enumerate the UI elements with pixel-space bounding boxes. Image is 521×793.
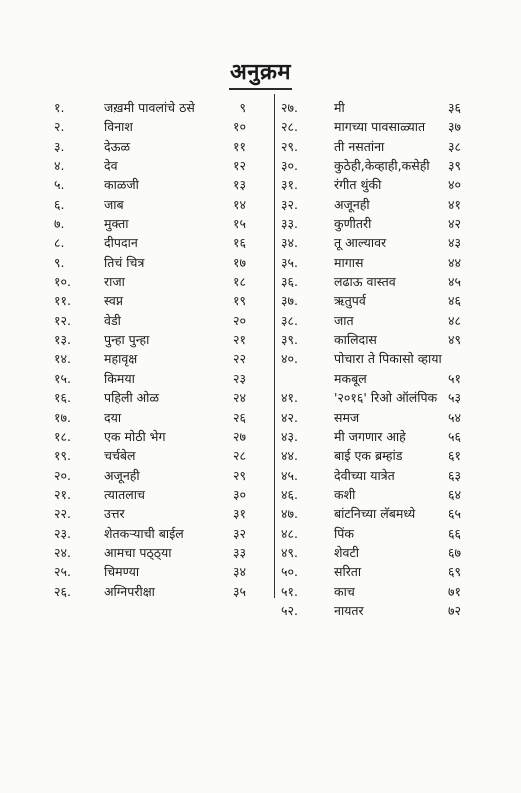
entry-title: तू आल्यावर <box>334 235 387 251</box>
toc-entry <box>279 175 489 194</box>
entry-title: पिंक <box>334 525 354 541</box>
toc-entry <box>54 272 274 291</box>
entry-number: ३९. <box>281 332 298 348</box>
entry-number: ६. <box>54 196 65 212</box>
entry-title: मी <box>334 100 345 115</box>
entry-title: तिचं चित्र <box>104 254 145 270</box>
entry-title: कुठेही,केव्हाही,कसेही <box>334 158 430 174</box>
toc-entry <box>279 427 489 446</box>
entry-title: शेतकऱ्याची बाईल <box>104 525 184 541</box>
entry-page: १९ <box>232 293 246 309</box>
entry-number: ३०. <box>281 158 298 174</box>
entry-number: २५. <box>54 564 71 580</box>
entry-number: ३७. <box>281 293 298 309</box>
entry-title: पुन्हा पुन्हा <box>104 332 150 348</box>
toc-entry <box>54 311 274 330</box>
entry-title: लढाऊ वास्तव <box>334 274 396 290</box>
page-title: अनुक्रम <box>229 60 292 85</box>
entry-title: चर्चबेल <box>104 448 136 464</box>
toc-entry <box>279 582 489 601</box>
entry-number: २२. <box>54 506 71 522</box>
entry-title: कुणीतरी <box>334 216 372 232</box>
toc-entry <box>279 137 489 156</box>
toc-entry <box>279 562 489 581</box>
toc-column-left <box>54 98 274 601</box>
toc-entry <box>54 175 274 194</box>
entry-page: ११ <box>232 138 246 154</box>
entry-number: १०. <box>54 274 71 290</box>
toc-entry <box>54 504 274 523</box>
entry-number: ४२. <box>281 409 298 425</box>
entry-page: १४ <box>232 196 246 212</box>
entry-page: ३६ <box>447 100 461 115</box>
entry-page: २७ <box>232 428 246 444</box>
toc-entry <box>279 272 489 291</box>
toc-entry <box>279 485 489 504</box>
entry-page: ६३ <box>447 467 461 483</box>
toc-entry <box>54 427 274 446</box>
entry-number: ५. <box>54 177 65 193</box>
entry-number: २४. <box>54 544 71 560</box>
entry-number: ३२. <box>281 196 298 212</box>
entry-number: २६. <box>54 583 71 599</box>
entry-page: ६९ <box>447 564 461 580</box>
entry-title: देव <box>104 158 118 174</box>
entry-title: आमचा पठ्ठ्या <box>104 544 172 560</box>
toc-entry <box>54 369 274 388</box>
entry-title: विनाश <box>104 119 133 135</box>
toc-entry <box>54 446 274 465</box>
entry-title: राजा <box>104 274 125 290</box>
entry-title: मी जगणार आहे <box>334 428 406 444</box>
toc-entry <box>54 195 274 214</box>
entry-page: ५१ <box>447 370 461 386</box>
entry-number: ४८. <box>281 525 298 541</box>
entry-page: ७१ <box>447 583 461 599</box>
toc-entry <box>279 349 489 388</box>
entry-number: ३१. <box>281 177 298 193</box>
entry-page: ३९ <box>447 158 461 174</box>
entry-number: २८. <box>281 119 298 135</box>
toc-entry <box>54 349 274 368</box>
entry-number: १५. <box>54 370 71 386</box>
entry-page: २० <box>232 312 246 328</box>
toc-entry <box>279 291 489 310</box>
toc-entry <box>279 156 489 175</box>
entry-title: सरिता <box>334 564 362 580</box>
entry-number: २. <box>54 119 65 135</box>
entry-title: कालिदास <box>334 332 377 348</box>
entry-title: चिमण्या <box>104 564 140 580</box>
entry-page: ७२ <box>447 602 461 618</box>
toc-entry <box>54 524 274 543</box>
entry-title: काच <box>334 583 355 599</box>
entry-title: समज <box>334 409 360 425</box>
entry-page: ६४ <box>447 486 461 502</box>
entry-title: दया <box>104 409 122 425</box>
entry-number: ५२. <box>281 602 298 618</box>
entry-number: ४७. <box>281 506 298 522</box>
entry-number: ४४. <box>281 448 298 464</box>
entry-page: २३ <box>232 370 246 386</box>
column-divider <box>274 94 275 598</box>
toc-entry <box>279 543 489 562</box>
entry-title: मागच्या पावसाळ्यात <box>334 119 426 135</box>
entry-page: ३२ <box>232 525 246 541</box>
entry-page: ४३ <box>447 235 461 251</box>
toc-entry <box>54 543 274 562</box>
entry-page: ४२ <box>447 216 461 232</box>
entry-title: अजूनही <box>104 467 140 483</box>
entry-page: ६५ <box>447 506 461 522</box>
toc-entry <box>54 562 274 581</box>
toc-entry <box>54 98 274 117</box>
entry-title: पोचारा ते पिकासो व्हाया मकबूल <box>334 351 442 386</box>
entry-title: स्वप्न <box>104 293 123 309</box>
entry-title: बाई एक ब्रम्हांड <box>334 448 403 464</box>
entry-title: वेडी <box>104 312 121 328</box>
toc-entry <box>54 582 274 601</box>
entry-title: देवीच्या यात्रेत <box>334 467 395 483</box>
toc-entry <box>279 98 489 117</box>
entry-number: ४६. <box>281 486 298 502</box>
entry-number: ५१. <box>281 583 298 599</box>
toc-entry <box>279 253 489 272</box>
entry-number: ११. <box>54 293 71 309</box>
toc-entry <box>54 117 274 136</box>
toc-entry <box>54 466 274 485</box>
entry-title: उत्तर <box>104 506 125 522</box>
title-underline <box>229 88 292 90</box>
entry-title: जात <box>334 312 354 328</box>
entry-title: अजूनही <box>334 196 370 212</box>
entry-number: १६. <box>54 390 71 406</box>
toc-entry <box>279 504 489 523</box>
entry-title: त्यातलाच <box>104 486 145 502</box>
entry-number: ३८. <box>281 312 298 328</box>
toc-entry <box>54 156 274 175</box>
entry-number: ३. <box>54 138 65 154</box>
entry-page: ४९ <box>447 332 461 348</box>
entry-page: ४४ <box>447 254 461 270</box>
toc-entry <box>279 446 489 465</box>
entry-number: ३४. <box>281 235 298 251</box>
entry-number: ४३. <box>281 428 298 444</box>
entry-page: २१ <box>232 332 246 348</box>
entry-title: काळजी <box>104 177 139 193</box>
entry-number: २९. <box>281 138 298 154</box>
entry-number: १९. <box>54 448 71 464</box>
entry-title: ऋतुपर्व <box>334 293 366 309</box>
entry-page: १६ <box>232 235 246 251</box>
toc-entry <box>279 388 489 407</box>
entry-number: ४५. <box>281 467 298 483</box>
entry-page: ३० <box>232 486 246 502</box>
entry-title: मागास <box>334 254 364 270</box>
entry-title: दीपदान <box>104 235 138 251</box>
entry-page: ५३ <box>447 390 461 406</box>
entry-page: ५६ <box>447 428 461 444</box>
toc-entry <box>54 214 274 233</box>
toc-entry <box>279 524 489 543</box>
entry-number: १७. <box>54 409 71 425</box>
entry-number: १८. <box>54 428 71 444</box>
toc-entry <box>279 466 489 485</box>
entry-page: १७ <box>232 254 246 270</box>
entry-page: ४६ <box>447 293 461 309</box>
entry-page: ३७ <box>447 119 461 135</box>
toc-entry <box>54 485 274 504</box>
toc-entry <box>279 601 489 620</box>
entry-page: ३४ <box>232 564 246 580</box>
entry-page: ६७ <box>447 544 461 560</box>
toc-entry <box>54 291 274 310</box>
entry-number: ४९. <box>281 544 298 560</box>
entry-number: ५०. <box>281 564 298 580</box>
entry-page: १३ <box>232 177 246 193</box>
entry-title: कशी <box>334 486 356 502</box>
entry-number: १४. <box>54 351 71 367</box>
toc-entry <box>54 408 274 427</box>
entry-number: ३५. <box>281 254 298 270</box>
toc-entry <box>279 214 489 233</box>
toc-entry <box>54 388 274 407</box>
entry-number: ३३. <box>281 216 298 232</box>
entry-page: ९ <box>239 100 246 115</box>
entry-number: ८. <box>54 235 65 251</box>
entry-title: एक मोठी भेग <box>104 428 166 444</box>
entry-number: ९. <box>54 254 65 270</box>
entry-page: ४८ <box>447 312 461 328</box>
entry-page: ३३ <box>232 544 246 560</box>
entry-title: मुक्ता <box>104 216 129 232</box>
toc-entry <box>54 137 274 156</box>
toc-entry <box>279 195 489 214</box>
entry-number: १२. <box>54 312 71 328</box>
entry-page: ६६ <box>447 525 461 541</box>
entry-number: ४. <box>54 158 65 174</box>
toc-entry <box>54 233 274 252</box>
entry-title: अग्निपरीक्षा <box>104 583 155 599</box>
entry-page: २९ <box>232 467 246 483</box>
entry-title: बांटनिच्या लॅबमध्ये <box>334 506 416 522</box>
toc-entry <box>279 311 489 330</box>
entry-number: १. <box>54 100 65 115</box>
entry-page: १० <box>232 119 246 135</box>
toc-entry <box>279 233 489 252</box>
toc-entry <box>279 117 489 136</box>
entry-number: २०. <box>54 467 71 483</box>
toc-column-right <box>279 98 489 620</box>
toc-entry <box>279 408 489 427</box>
entry-number: २३. <box>54 525 71 541</box>
entry-page: २६ <box>232 409 246 425</box>
entry-page: ४१ <box>447 196 461 212</box>
entry-page: ३१ <box>232 506 246 522</box>
entry-title: महावृक्ष <box>104 351 138 367</box>
entry-page: २४ <box>232 390 246 406</box>
entry-page: ६१ <box>447 448 461 464</box>
entry-title: रंगीत थुंकी <box>334 177 382 193</box>
entry-page: ३५ <box>232 583 246 599</box>
entry-page: १२ <box>232 158 246 174</box>
entry-number: २१. <box>54 486 71 502</box>
entry-number: ३६. <box>281 274 298 290</box>
entry-number: ४०. <box>281 351 298 367</box>
entry-title: '२०१६' रिओ ऑलंपिक <box>334 390 438 406</box>
entry-title: नायतर <box>334 602 364 618</box>
entry-number: ४१. <box>281 390 298 406</box>
entry-title: शेवटी <box>334 544 359 560</box>
entry-page: १५ <box>232 216 246 232</box>
entry-title: जाब <box>104 196 124 212</box>
entry-number: १३. <box>54 332 71 348</box>
entry-page: ४५ <box>447 274 461 290</box>
entry-page: ४० <box>447 177 461 193</box>
entry-title: पहिली ओळ <box>104 390 159 406</box>
entry-title: जख़मी पावलांचे ठसे <box>104 100 195 115</box>
entry-page: ५४ <box>447 409 461 425</box>
entry-number: ७. <box>54 216 65 232</box>
toc-entry <box>54 330 274 349</box>
toc-entry <box>279 330 489 349</box>
entry-title: देऊळ <box>104 138 130 154</box>
entry-page: २८ <box>232 448 246 464</box>
entry-title: किमया <box>104 370 135 386</box>
entry-page: ३८ <box>447 138 461 154</box>
entry-title: ती नसतांना <box>334 138 385 154</box>
entry-page: २२ <box>232 351 246 367</box>
toc-entry <box>54 253 274 272</box>
entry-number: २७. <box>281 100 298 115</box>
entry-page: १८ <box>232 274 246 290</box>
